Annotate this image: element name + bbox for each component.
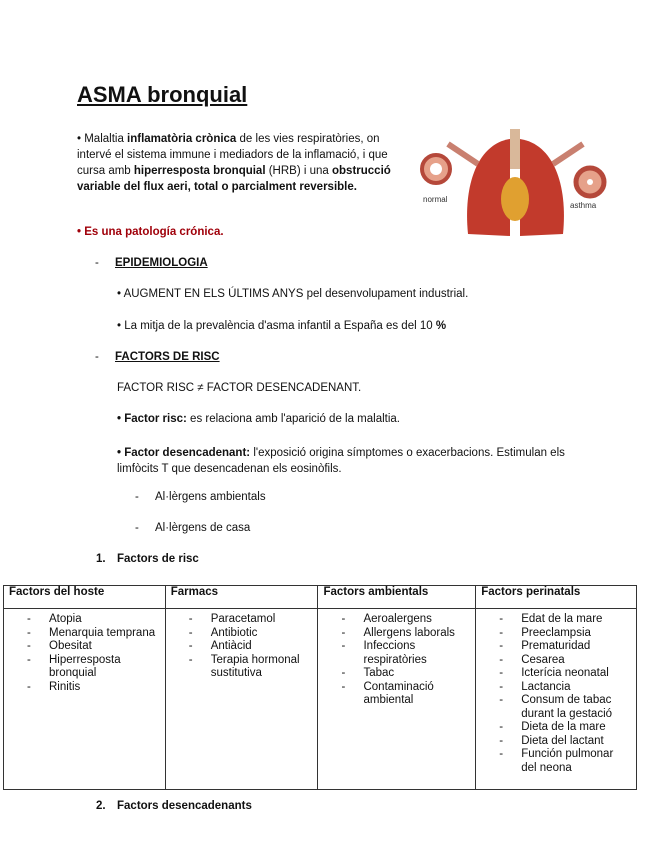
risk-note: FACTOR RISC ≠ FACTOR DESENCADENANT. — [117, 382, 362, 394]
trigger-def — [117, 445, 587, 477]
sub-item: Al·lèrgens de casa — [155, 522, 251, 534]
list-item: - Atopia — [27, 613, 160, 627]
list-item: - Terapia hormonal sustitutiva — [189, 654, 313, 681]
list-item: - Infeccions respiratòries — [341, 640, 470, 667]
lungs-illustration — [418, 124, 613, 242]
epi-item — [117, 320, 446, 332]
dash: - — [135, 491, 139, 503]
bold-text: • Factor risc: — [117, 413, 187, 425]
asthma-label: asthma — [570, 201, 597, 210]
factor-list — [323, 613, 470, 708]
text: l'exposició origina símptomes o exacerbacions. Estimulan els limfòcits T que desencadenan els eosinòfils. — [117, 447, 565, 475]
list-number: 2. — [96, 800, 106, 812]
numbered-heading: Factors de risc — [117, 553, 199, 565]
epidemiology-heading: EPIDEMIOLOGIA — [115, 257, 208, 269]
list-item: - Consum de tabac durant la gestació — [499, 694, 631, 721]
sub-item: Al·lèrgens ambientals — [155, 491, 266, 503]
list-item: - Paracetamol — [189, 613, 313, 627]
list-item: - Dieta del lactant — [499, 735, 631, 749]
list-item: - Rinitis — [27, 681, 160, 695]
list-item: - Edat de la mare — [499, 613, 631, 627]
text: • La mitja de la prevalència d'asma infantil a España es del 10 — [117, 320, 436, 332]
list-item: - Función pulmonar del neona — [499, 748, 631, 775]
dash: - — [95, 351, 99, 363]
text: pel desenvolupament industrial. — [303, 288, 469, 300]
dash: - — [95, 257, 99, 269]
bold-text: obstrucció variable del flux aeri, total o parcialment reversible. — [77, 165, 391, 193]
factor-list — [171, 613, 313, 681]
text: de les vies respiratòries, on intervé el sistema immune i mediadors de la inflamació, i que cursa amb — [77, 133, 388, 177]
table-header: Factors perinatals — [476, 586, 637, 609]
list-number: 1. — [96, 553, 106, 565]
text: • Malaltia — [77, 133, 128, 145]
epi-item — [117, 288, 468, 300]
table-header: Farmacs — [165, 586, 318, 609]
list-item: - Menarquia temprana — [27, 627, 160, 641]
table-cell — [165, 609, 318, 790]
table-cell — [318, 609, 476, 790]
page-title: ASMA bronquial — [77, 82, 248, 107]
table-header: Factors ambientals — [318, 586, 476, 609]
list-item: - Lactancia — [499, 681, 631, 695]
bold-text: hiperresposta bronquial — [133, 165, 266, 177]
text: (HRB) i una — [265, 165, 332, 177]
table-cell — [476, 609, 637, 790]
list-item: - Allergens laborals — [341, 627, 470, 641]
numbered-heading: Factors desencadenants — [117, 800, 252, 812]
text: es relaciona amb l'aparició de la malaltia. — [186, 413, 400, 425]
intro-paragraph — [77, 131, 407, 195]
table-cell — [4, 609, 166, 790]
table-header: Factors del hoste — [4, 586, 166, 609]
bold-text: • Factor desencadenant: — [117, 447, 251, 459]
list-item: - Tabac — [341, 667, 470, 681]
list-item: - Antiàcid — [189, 640, 313, 654]
bold-text: inflamatòria crònica — [127, 133, 237, 145]
list-item: - Prematuridad — [499, 640, 631, 654]
list-item: - Obesitat — [27, 640, 160, 654]
risk-def — [117, 413, 400, 425]
bold-text: % — [435, 320, 447, 332]
list-item: - Dieta de la mare — [499, 721, 631, 735]
risk-factors-table — [3, 585, 637, 790]
text: • AUGMENT EN ELS ÚLTIMS ANYS — [117, 288, 304, 300]
list-item: - Preeclampsia — [499, 627, 631, 641]
list-item: - Aeroalergens — [341, 613, 470, 627]
list-item: - Cesarea — [499, 654, 631, 668]
chronic-note: • Es una patología crónica. — [77, 226, 224, 238]
list-item: - Hiperresposta bronquial — [27, 654, 160, 681]
risk-factors-heading: FACTORS DE RISC — [115, 351, 220, 363]
list-item: - Antibiotic — [189, 627, 313, 641]
list-item: - Icterícia neonatal — [499, 667, 631, 681]
list-item: - Contaminació ambiental — [341, 681, 470, 708]
factor-list — [481, 613, 631, 775]
normal-label: normal — [423, 195, 448, 204]
dash: - — [135, 522, 139, 534]
factor-list — [9, 613, 160, 694]
